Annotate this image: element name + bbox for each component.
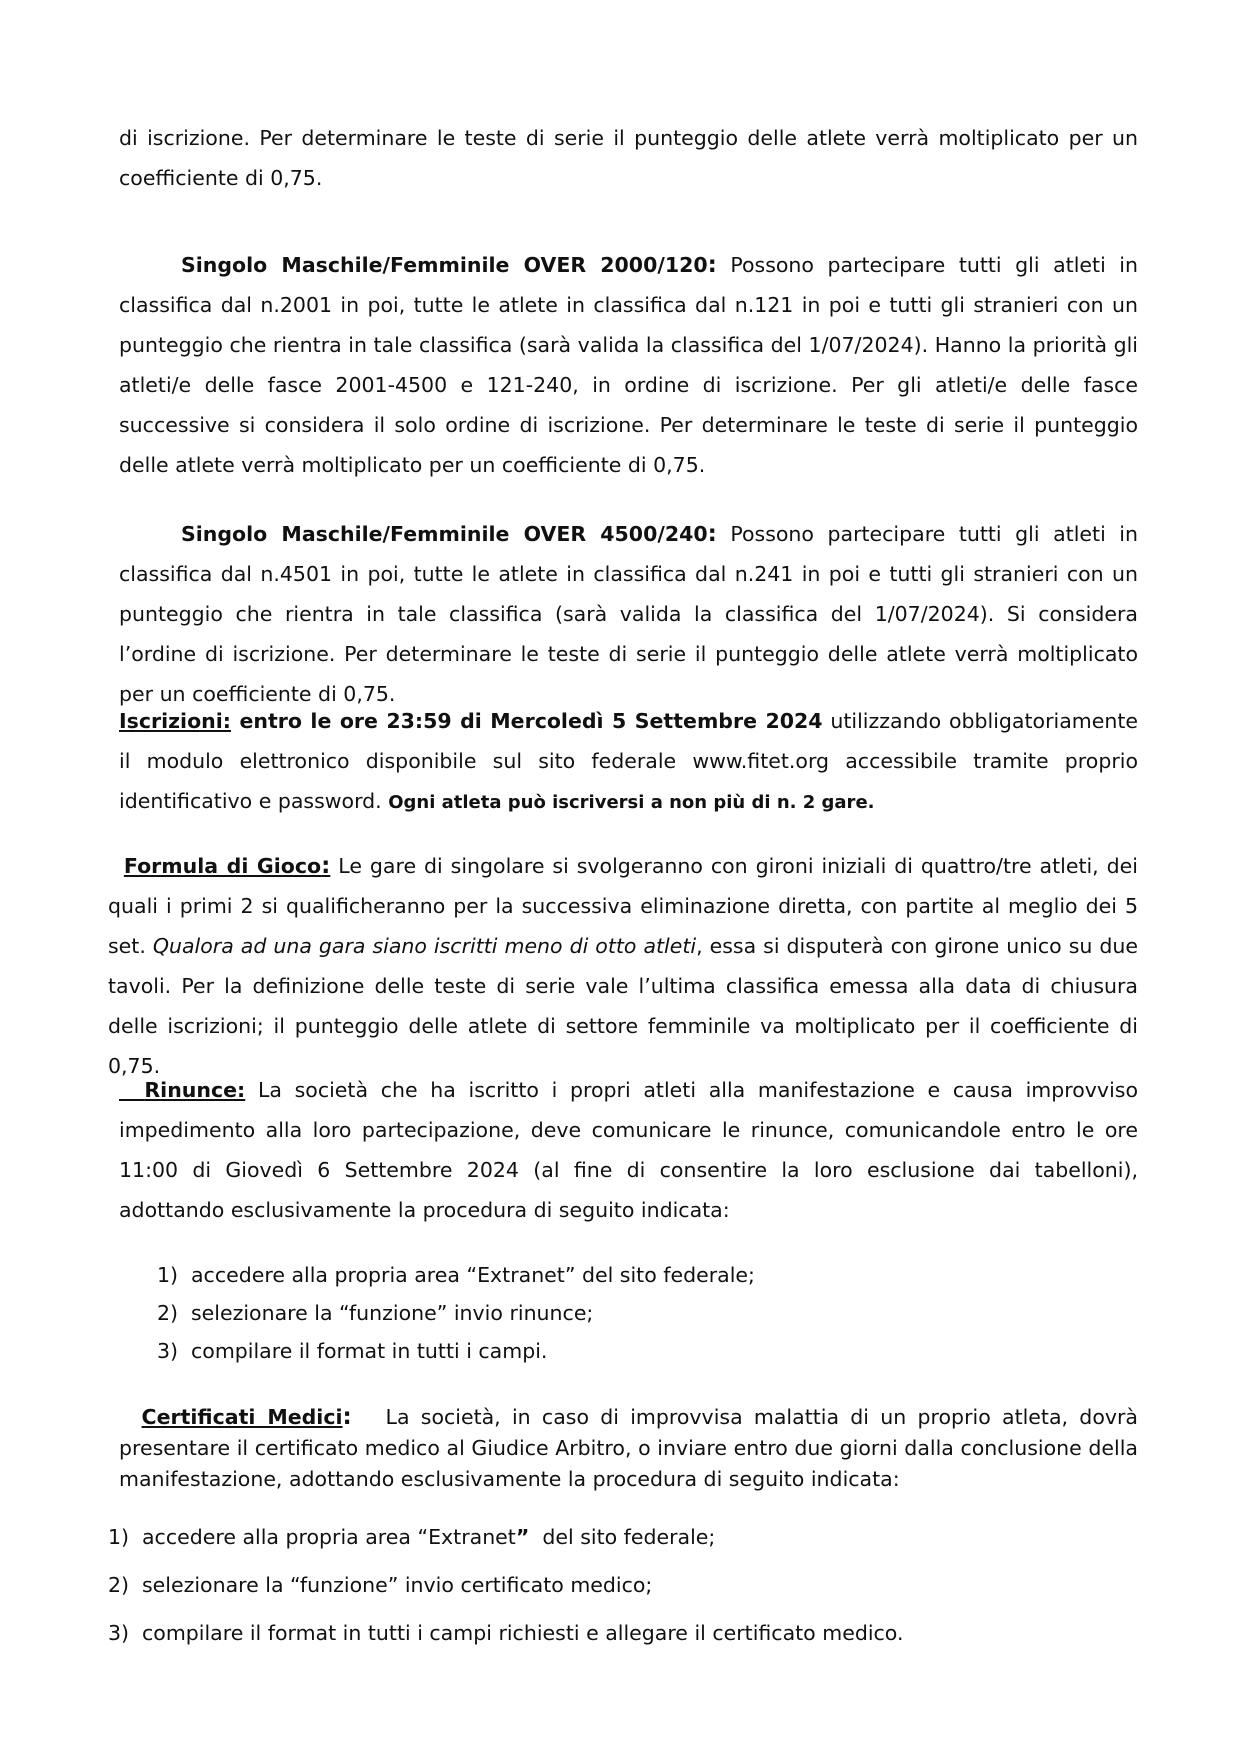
- section-over-4500-240-title: Singolo Maschile/Femminile OVER 4500/240: [181, 522, 708, 546]
- list-item: 2) selezionare la “funzione” invio rinunce;: [157, 1301, 594, 1325]
- section-certificati-medici: [119, 1402, 1145, 1495]
- section-over-4500-240-colon: :: [707, 521, 717, 547]
- section-over-4500-240: [119, 514, 1138, 714]
- section-over-4500-240-text: Possono partecipare tutti gli atleti in classifica dal n.4501 in poi, tutte le atlete in classifica dal n.241 in poi e tutti gli stranieri con un punteggio che rientra in tale classifica (sarà valida la classifica del 1/07/2024). Si considera l’ordine di iscrizione. Per determinare le teste di serie il punteggio delle atlete verrà moltiplicato per un coefficiente di 0,75.: [119, 522, 1138, 706]
- list-item: 3) compilare il format in tutti i campi.: [157, 1339, 548, 1363]
- iscrizioni-note: Ogni atleta può iscriversi a non più di n. 2 gare.: [388, 792, 875, 813]
- iscrizioni-label: Iscrizioni:: [119, 709, 231, 733]
- formula-italic-text: Qualora ad una gara siano iscritti meno di otto atleti: [152, 934, 697, 958]
- certificati-text: La società, in caso di improvvisa malattia di un proprio atleta, dovrà presentare il certificato medico al Giudice Arbitro, o inviare entro due giorni dalla conclusione della manifestazione, adottando esclusivamente la procedura di seguito indicata:: [119, 1405, 1145, 1491]
- list-item: 3) compilare il format in tutti i campi richiesti e allegare il certificato medico.: [108, 1621, 904, 1645]
- iscrizioni-text: utilizzando obbligatoriamente il modulo elettronico disponibile sul sito federale www.fitet.org accessibile tramite proprio identificativo e password.: [119, 709, 1138, 813]
- certificati-colon: :: [342, 1404, 352, 1430]
- rinunce-steps: [157, 1256, 755, 1370]
- list-item: 2) selezionare la “funzione” invio certificato medico;: [108, 1573, 653, 1597]
- formula-text-2: , essa si disputerà con girone unico su due tavoli. Per la definizione delle teste di serie vale l’ultima classifica emessa alla data di chiusura delle iscrizioni; il punteggio delle atlete di settore femminile va moltiplicato per il coefficiente di 0,75.: [108, 934, 1138, 1078]
- rinunce-text: La società che ha iscritto i propri atleti alla manifestazione e causa improvviso impedimento alla loro partecipazione, deve comunicare le rinunce, comunicandole entro le ore 11:00 di Giovedì 6 Settembre 2024 (al fine di consentire la loro esclusione dai tabelloni), adottando esclusivamente la procedura di seguito indicata:: [119, 1078, 1138, 1222]
- formula-label: Formula di Gioco: [123, 854, 322, 878]
- section-iscrizioni: [119, 701, 1138, 823]
- certificati-label: Certificati Medici: [141, 1405, 343, 1429]
- section-over-2000-120-colon: :: [707, 252, 717, 278]
- paragraph-continuation-text: di iscrizione. Per determinare le teste di serie il punteggio delle atlete verrà moltiplicato per un coefficiente di 0,75.: [119, 126, 1138, 190]
- formula-colon: :: [321, 853, 331, 879]
- section-over-2000-120-text: Possono partecipare tutti gli atleti in classifica dal n.2001 in poi, tutte le atlete in classifica dal n.121 in poi e tutti gli stranieri con un punteggio che rientra in tale classifica (sarà valida la classifica del 1/07/2024). Hanno la priorità gli atleti/e delle fasce 2001-4500 e 121-240, in ordine di iscrizione. Per gli atleti/e delle fasce successive si considera il solo ordine di iscrizione. Per determinare le teste di serie il punteggio delle atlete verrà moltiplicato per un coefficiente di 0,75.: [119, 253, 1138, 477]
- section-formula-di-gioco: [108, 846, 1138, 1086]
- list-item: 1) accedere alla propria area “Extranet ” del sito federale;: [108, 1525, 716, 1549]
- list-item: 1) accedere alla propria area “Extranet” del sito federale;: [157, 1263, 755, 1287]
- paragraph-continuation: [119, 118, 1138, 198]
- section-rinunce: [119, 1070, 1138, 1230]
- section-over-2000-120-title: Singolo Maschile/Femminile OVER 2000/120: [181, 253, 708, 277]
- formula-text-1: Le gare di singolare si svolgeranno con gironi iniziali di quattro/tre atleti, dei quali i primi 2 si qualificheranno per la successiva eliminazione diretta, con partite al meglio dei 5 set.: [108, 854, 1138, 958]
- rinunce-label: Rinunce:: [144, 1078, 246, 1102]
- iscrizioni-deadline: entro le ore 23:59 di Mercoledì 5 Settembre 2024: [230, 709, 823, 733]
- section-over-2000-120: [119, 245, 1138, 485]
- certificati-steps: [108, 1513, 904, 1657]
